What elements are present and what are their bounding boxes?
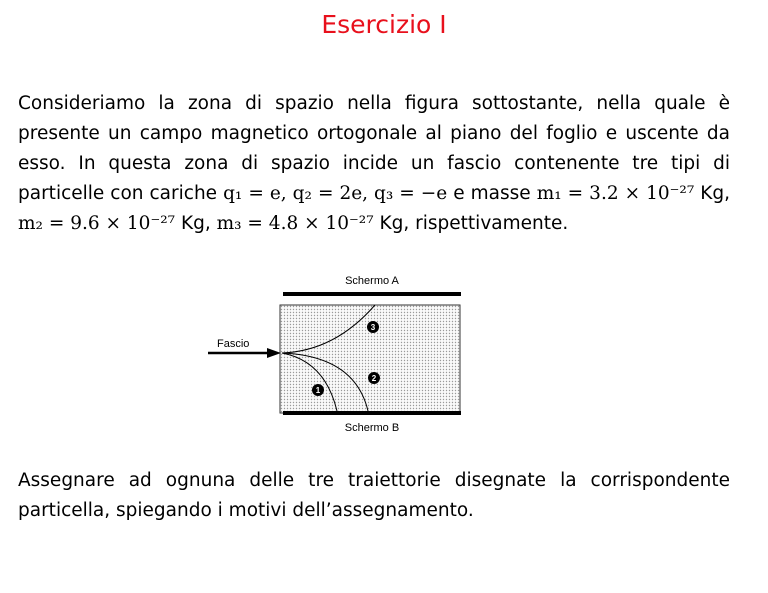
marker-2-label: 2 [371, 374, 377, 383]
mass-3-formula: m₃ = 4.8 × 10⁻²⁷ [216, 213, 374, 234]
intro-paragraph: Consideriamo la zona di spazio nella figura sottostante, nella quale è presente un campo magnetico ortogonale al piano del foglio e uscente da esso. In questa zona di spazio incide un fascio contenente tre tipi di particelle con cariche q₁ = e, q₂ = 2e, q₃ = −e e masse m₁ = 3.2 × 10⁻²⁷ Kg, m₂ = 9.6 × 10⁻²⁷ Kg, m₃ = 4.8 × 10⁻²⁷ Kg, rispettivamente. [18, 93, 731, 234]
beam-label: Fascio [217, 338, 250, 350]
charges-formula: q₁ = e, q₂ = 2e, q₃ = −e [223, 183, 448, 204]
question-paragraph: Assegnare ad ognuna delle tre traiettorie disegnate la corrispondente particella, spiegando i motivi dell’assegnamento. [18, 470, 730, 521]
marker-3-label: 3 [370, 323, 376, 332]
mass-1-formula: m₁ = 3.2 × 10⁻²⁷ [536, 183, 695, 204]
intro-text-2: e masse [453, 183, 531, 204]
screen-a-label: Schermo A [345, 275, 399, 287]
unit-3: Kg [379, 213, 404, 234]
unit-1: Kg [700, 183, 725, 204]
screen-b [283, 411, 461, 415]
intro-end: rispettivamente. [415, 213, 569, 234]
mass-2-formula: m₂ = 9.6 × 10⁻²⁷ [18, 213, 176, 234]
page-title: Esercizio I [321, 10, 447, 39]
screen-a [283, 292, 461, 296]
intro-text: Consideriamo la zona di spazio nella figura sottostante, nella quale è presente un campo magnetico ortogonale al piano del foglio e uscente da esso. In questa zona di spazio incide un fascio contenente tre tipi di particelle con cariche [18, 93, 730, 204]
arrow-icon [267, 348, 281, 358]
unit-2: Kg [180, 213, 205, 234]
screen-b-label: Schermo B [344, 422, 400, 434]
marker-1-label: 1 [315, 386, 321, 395]
magnetic-field-region [280, 305, 460, 413]
field-figure [205, 269, 465, 439]
